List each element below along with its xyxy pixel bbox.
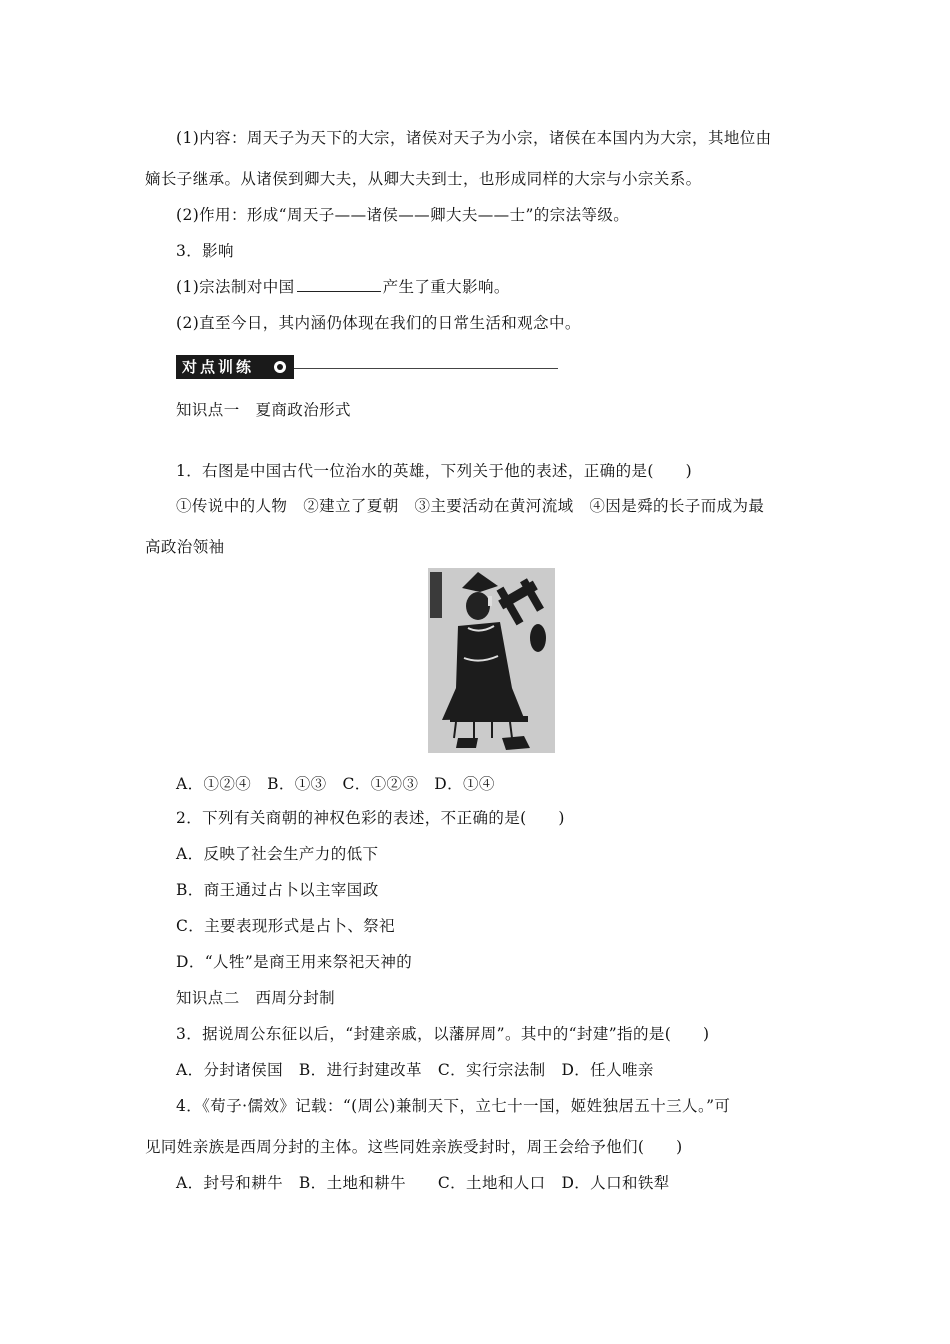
yu-figure-image — [428, 568, 555, 753]
fill-in-blank[interactable] — [297, 277, 381, 292]
section-heading-2: 知识点二 西周分封制 — [176, 989, 336, 1007]
q4-stem-line2: 见同姓亲族是西周分封的主体。这些同姓亲族受封时，周王会给予他们( ) — [145, 1138, 683, 1156]
q2-option-d: D．“人牲”是商王用来祭祀天神的 — [176, 953, 413, 971]
q3-options: A．分封诸侯国 B．进行封建改革 C．实行宗法制 D．任人唯亲 — [176, 1061, 654, 1079]
q2-option-a: A．反映了社会生产力的低下 — [176, 845, 379, 863]
banner-rule — [294, 368, 558, 369]
para-content-line1: (1)内容：周天子为天下的大宗，诸侯对天子为小宗，诸侯在本国内为大宗，其地位由 — [176, 129, 772, 147]
banner-title: 对点训练 — [176, 355, 294, 379]
para-influence-2: (2)直至今日，其内涵仍体现在我们的日常生活和观念中。 — [176, 314, 581, 332]
ancient-figure-icon — [428, 568, 555, 753]
section-heading-1: 知识点一 夏商政治形式 — [176, 401, 351, 419]
q4-options: A．封号和耕牛 B．土地和耕牛 C．土地和人口 D．人口和铁犁 — [176, 1174, 670, 1192]
q1-items-line2: 高政治领袖 — [145, 538, 225, 556]
para-function: (2)作用：形成“周天子——诸侯——卿大夫——士”的宗法等级。 — [176, 206, 630, 224]
influence-1-text-b: 产生了重大影响。 — [382, 278, 510, 296]
heading-influence: 3．影响 — [176, 242, 234, 260]
q1-stem: 1．右图是中国古代一位治水的英雄，下列关于他的表述，正确的是( ) — [176, 462, 693, 480]
section-banner — [176, 355, 558, 381]
q3-stem: 3．据说周公东征以后，“封建亲戚，以藩屏周”。其中的“封建”指的是( ) — [176, 1025, 710, 1043]
para-influence-1 — [176, 275, 510, 297]
para-content-line2: 嫡长子继承。从诸侯到卿大夫，从卿大夫到士，也形成同样的大宗与小宗关系。 — [145, 170, 702, 188]
q1-options: A．①②④ B．①③ C．①②③ D．①④ — [176, 775, 495, 793]
q2-stem: 2．下列有关商朝的神权色彩的表述，不正确的是( ) — [176, 809, 565, 827]
q2-option-b: B．商王通过占卜以主宰国政 — [176, 881, 379, 899]
q4-stem-line1: 4．《荀子·儒效》记载：“(周公)兼制天下，立七十一国，姬姓独居五十三人。”可 — [176, 1097, 731, 1115]
influence-1-text-a: (1)宗法制对中国 — [176, 278, 295, 296]
banner-dot-icon — [274, 361, 286, 373]
q2-option-c: C．主要表现形式是占卜、祭祀 — [176, 917, 395, 935]
q1-items-line1: ①传说中的人物 ②建立了夏朝 ③主要活动在黄河流域 ④因是舜的长子而成为最 — [176, 497, 765, 515]
